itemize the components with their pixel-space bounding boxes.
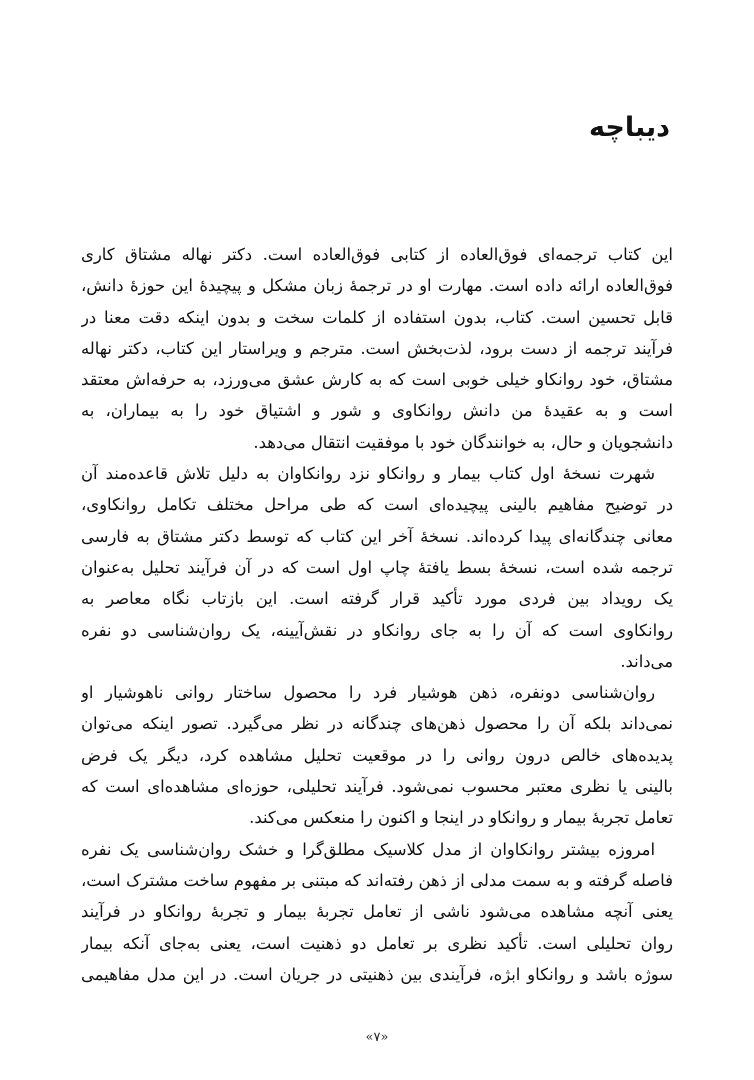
paragraph-line: تعامل تجربهٔ بیمار و روانکاو در اینجا و اکنون را منعکس می‌کند. [249,808,673,828]
paragraph-line: روانکاوی است که آن را به جای روانکاو در نقش‌آیینه، یک روان‌شناسی دو نفره [81,620,673,640]
paragraph-line: دانشجویان و حال، به خوانندگان خود با موفقیت انتقال می‌دهد. [253,432,673,452]
paragraph-line: قابل تحسین است. کتاب، بدون استفاده از کلمات سخت و بدون اینکه دقت معنا در [81,307,673,327]
paragraph-line: نمی‌داند بلکه آن را محصول ذهن‌های چندگانه در نظر می‌گیرد. تصور اینکه می‌توان [81,714,673,734]
paragraph-line: یک رویداد بین فردی مورد تأکید قرار گرفته است. این بازتاب نگاه معاصر به [81,589,673,609]
paragraph-line: ترجمه شده است، نسخهٔ بسط یافتهٔ چاپ اول است که در آن فرآیند تحلیل به‌عنوان [81,557,673,577]
paragraph [81,458,673,677]
paragraph-line: مشتاق، خود روانکاو خیلی خوبی است که به کارش عشق می‌ورزد، به حرفه‌اش معتقد [81,370,673,390]
paragraph-line: روان تحلیلی است. تأکید نظری بر تعامل دو ذهنیت است، یعنی به‌جای آنکه بیمار [81,933,673,953]
paragraph-line: روان‌شناسی دونفره، ذهن هوشیار فرد را محصول ساختار روانی ناهوشیار او [81,683,655,703]
paragraph-line: یعنی آنچه مشاهده می‌شود ناشی از تعامل تجربهٔ بیمار و تجربهٔ روانکاو در فرآیند [81,902,673,922]
paragraph-line: شهرت نسخهٔ اول کتاب بیمار و روانکاو نزد روانکاوان به دلیل تلاش قاعده‌مند آن [81,464,655,484]
paragraph-line: سوژه باشد و روانکاو ابژه، فرآیندی بین ذهنیتی در جریان است. در این مدل مفاهیمی [81,964,673,984]
paragraph-line: پدیده‌های خالص درون روانی را در موقعیت تحلیل مشاهده کرد، دیگر یک فرض [81,745,673,765]
chapter-heading: دیباچه [589,112,670,143]
paragraph-line: این کتاب ترجمه‌ای فوق‌العاده از کتابی فوق‌العاده است. دکتر نهاله مشتاق کاری [81,245,673,264]
paragraph-line: فاصله گرفته و به سمت مدلی از ذهن رفته‌اند که مبتنی بر مفهوم ساخت مشترک است، [81,870,673,890]
paragraph-line: فوق‌العاده ارائه داده است. مهارت او در ترجمهٔ زبان مشکل و پیچیدهٔ این حوزهٔ دانش، [81,276,673,296]
paragraph-line: امروزه بیشتر روانکاوان از مدل کلاسیک مطلق‌گرا و خشک روان‌شناسی یک نفره [81,839,655,859]
paragraph-line: معانی چندگانه‌ای پیدا کرده‌اند. نسخهٔ آخر این کتاب که توسط دکتر مشتاق به فارسی [81,526,673,546]
paragraph-line: بالینی یا نظری معتبر محسوب نمی‌شود. فرآیند تحلیلی، حوزه‌ای مشاهده‌ای است که [81,777,673,797]
paragraph-line: است و به عقیدهٔ من دانش روانکاوی و شور و اشتیاق خود را به بیماران، به [81,401,673,421]
paragraph-line: می‌داند. [620,651,673,671]
paragraph-line: در توضیح مفاهیم بالینی پیچیده‌ای است که طی مراحل مختلف تکامل روانکاوی، [81,495,673,515]
page-number: «۷» [365,1030,389,1045]
paragraph-line: فرآیند ترجمه از دست برود، لذت‌بخش است. مترجم و ویراستار این کتاب، دکتر نهاله [81,338,673,358]
body-text [81,239,673,990]
paragraph [81,834,673,990]
paragraph [81,677,673,833]
paragraph [81,239,673,458]
